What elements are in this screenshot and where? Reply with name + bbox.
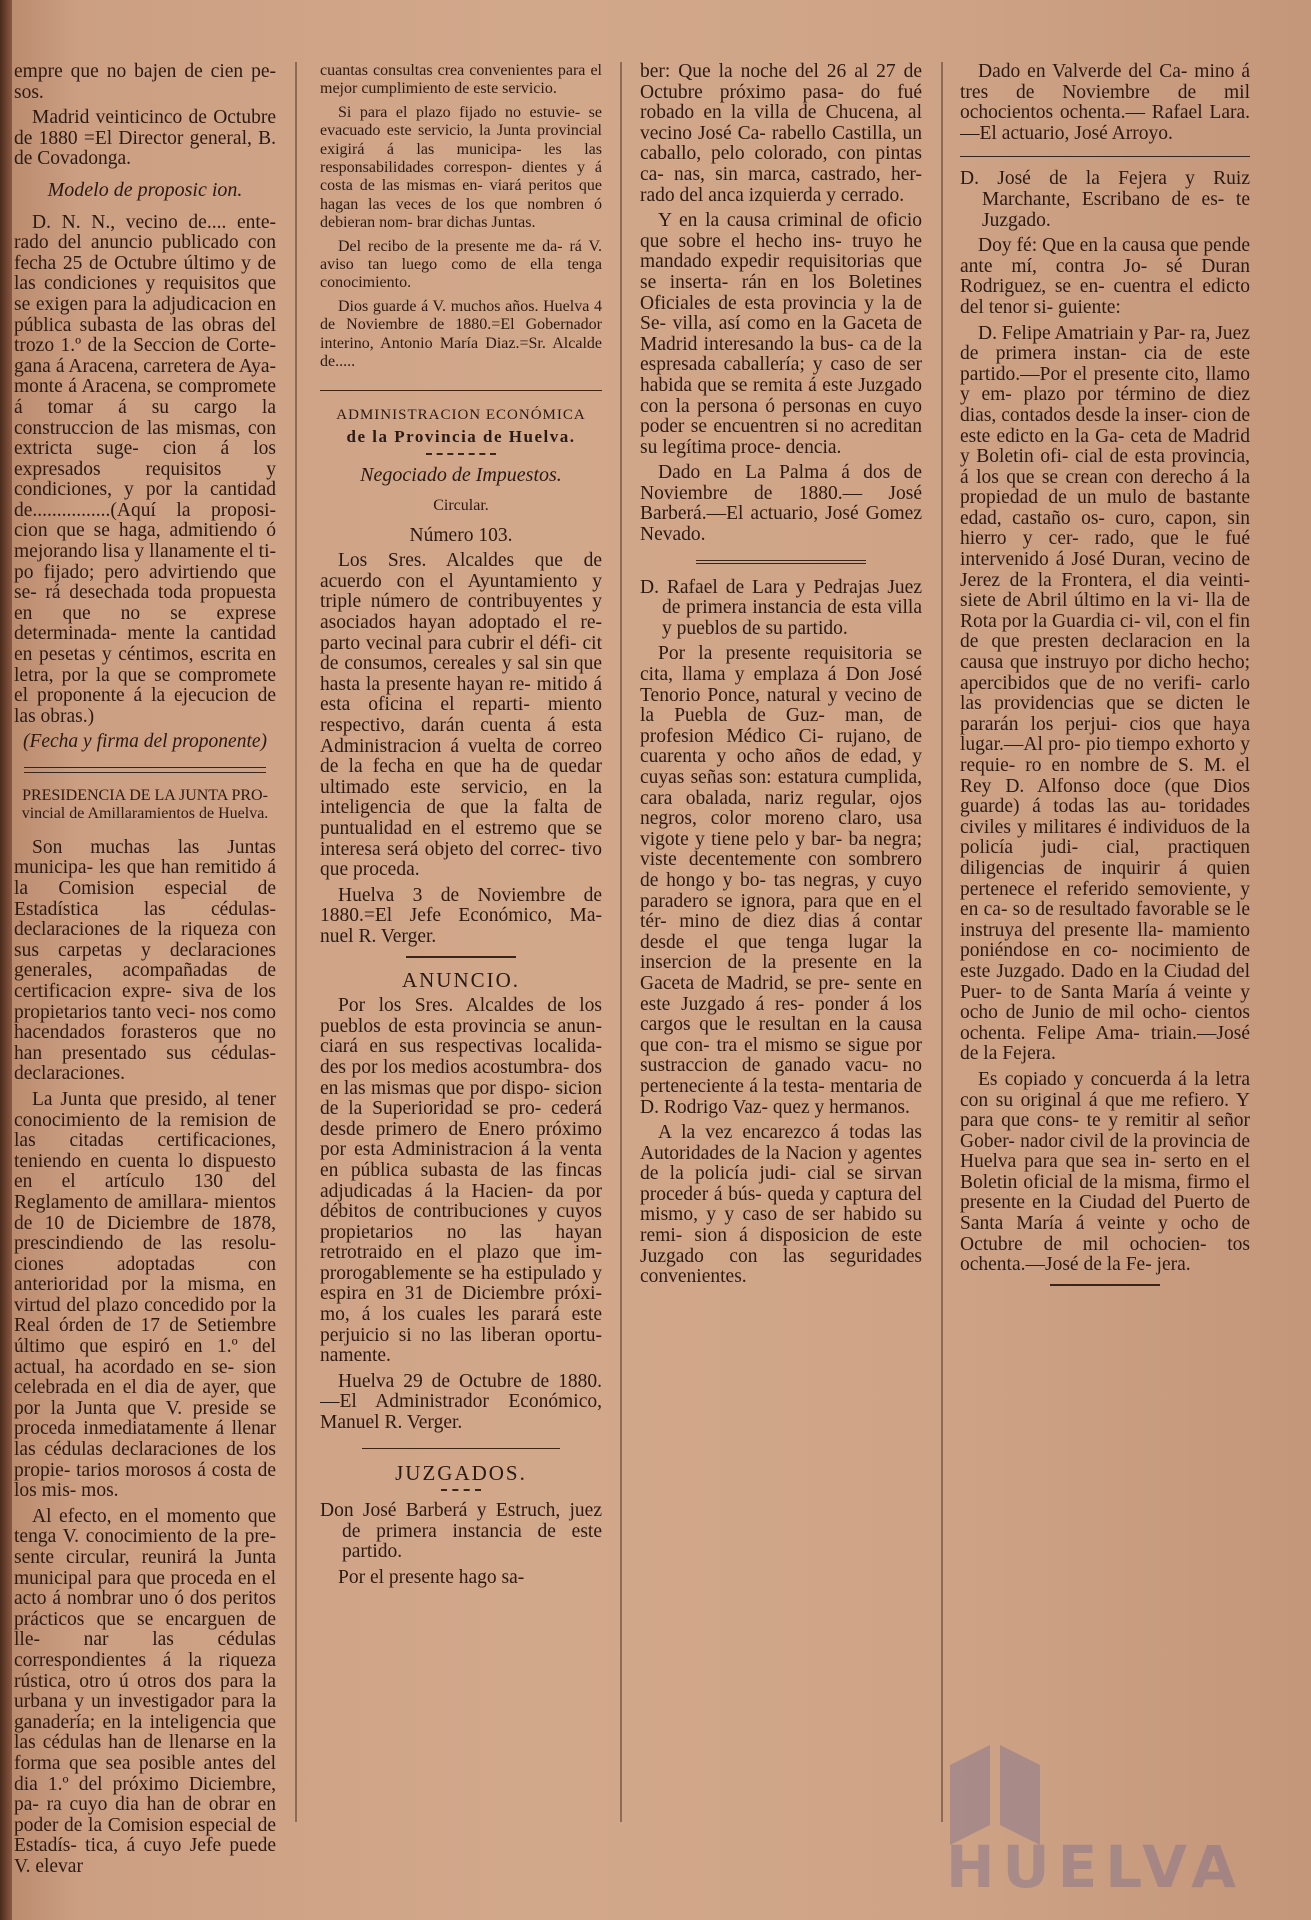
page-binding-edge: [0, 0, 12, 1920]
section-divider: [362, 1448, 559, 1449]
section-title: PRESIDENCIA DE LA JUNTA PRO- vincial de Amillaramientos de Huelva.: [21, 787, 269, 823]
paragraph: Huelva 29 de Octubre de 1880. —El Administrador Económico, Manuel R. Verger.: [320, 1370, 602, 1434]
paragraph: Por la presente requisitoria se cita, llama y emplaza á Don José Tenorio Ponce, natural y vecino de la Puebla de Guz- man, de profesion Médico Ci- rujano, de cuarenta y ocho años de edad, y cuyas señas son: estatura cumplida, cara obalada, nariz regular, ojos negros, color moreno claro, usa vigote y tiene pelo y bar- ba negra; viste decentemente con sombrero de hongo y bo- tas negras, y cuyo paradero se ignora, para que en el tér- mino de diez dias á contar desde el que tenga lugar la insercion de la presente en la Gaceta de Madrid, se pre- sente en este Juzgado á res- ponder á los cargos que le resultan en la causa que con- tra el mismo se sigue por sustraccion de ganado vacu- no perteneciente á la testa- mentaria de D. Rodrigo Vaz- quez y hermanos.: [640, 643, 922, 1118]
proponent-signature-note: (Fecha y firma del proponente): [22, 731, 268, 753]
admin-title: ADMINISTRACION ECONÓMICA: [336, 406, 586, 423]
paragraph: Si para el plazo fijado no estuvie- se evacuado este servicio, la Junta provincial exigirá á las municipa- les las responsabilidades correspon- dientes y á costa de las mismas en- viará peritos que hagan las veces de los que nombren ó debieran nom- brar dichas Juntas.: [320, 103, 602, 232]
paragraph: Dado en Valverde del Ca- mino á tres de Noviembre de mil ochocientos ochenta.— Rafael Lara.—El actuario, José Arroyo.: [960, 62, 1250, 144]
column-2: [320, 62, 602, 1900]
anuncio-title: ANUNCIO.: [401, 967, 521, 992]
paragraph: La Junta que presido, al tener conocimiento de la remision de las citadas certificaciones, teniendo en cuenta lo dispuesto en el artículo 130 del Reglamento de amillara- mientos de 10 de Diciembre de 1878, prescindiendo de las resolu- ciones adoptadas con anterioridad por la misma, en virtud del plazo concedido por la Real órden de 17 de Setiembre último que espiró en 1.º del actual, ha acordado en se- sion celebrada en el dia de ayer, que por la Junta que V. preside se proceda inmediatamente á llenar las cédulas declaraciones de los propie- tarios morosos á costa de los mis- mos.: [14, 1088, 276, 1502]
paragraph: Del recibo de la presente me da- rá V. aviso tan luego como de ella tenga conocimiento.: [320, 237, 602, 292]
paragraph: Dios guarde á V. muchos años. Huelva 4 de Noviembre de 1880.=El Gobernador interino, Antonio María Diaz.=Sr. Alcalde de.....: [320, 297, 602, 371]
paragraph: Doy fé: Que en la causa que pende ante mí, contra Jo- sé Duran Rodriguez, se en- cuentra el edicto del tenor si- guiente:: [960, 235, 1250, 318]
paragraph: empre que no bajen de cien pe- sos.: [14, 62, 276, 103]
column-divider: [941, 62, 943, 1822]
paragraph: Es copiado y concuerda á la letra con su original á que me refiero. Y para que cons- te y remitir al señor Gober- nador civil de la provincia de Huelva para que sea in- serto en el Boletin oficial de la misma, firmo el presente en la Ciudad del Puerto de Santa María á veinte y ocho de Octubre de mil ochocien- tos ochenta.—José de la Fe- jera.: [960, 1068, 1250, 1276]
stamp-text: HUELVA: [945, 1833, 1245, 1901]
circular-number: Número 103.: [409, 524, 513, 546]
admin-subtitle: de la Provincia de Huelva.: [346, 427, 576, 447]
paragraph: ber: Que la noche del 26 al 27 de Octubre próximo pasa- do fué robado en la villa de Chucena, al vecino José Ca- rabello Castilla, un caballo, pelo colorado, con pintas ca- nas, sin marca, castrado, her- rado del anca izquierda y cerrado.: [640, 62, 922, 206]
paragraph: Por el presente hago sa-: [338, 1567, 525, 1588]
paragraph: Al efecto, en el momento que tenga V. conocimiento de la pre- sente circular, reunirá la Junta municipal para que proceda en el acto á nombrar uno ó dos peritos prácticos que se encarguen de lle- nar las cédulas correspondientes á la riqueza rústica, otro ú otros dos para la urbana y un investigador para la ganadería; en la inteligencia que las cédulas han de llenarse en la forma que sea posible antes del dia 1.º del próximo Diciembre, pa- ra cuyo dia han de obrar en poder de la Comision especial de Estadís- tica, á cuyo Jefe puede V. elevar: [14, 1505, 276, 1877]
model-title: Modelo de proposic ion.: [47, 178, 243, 201]
juzgados-title: JUZGADOS.: [395, 1460, 527, 1485]
section-divider: [960, 156, 1250, 157]
paragraph: cuantas consultas crea convenientes para el mejor cumplimiento de este servicio.: [320, 62, 602, 98]
title-ornament: [426, 453, 496, 455]
paragraph: A la vez encarezco á todas las Autoridades de la Nacion y agentes de la policía judi- cial se sirvan proceder á bús- queda y captura del mismo, y y caso de ser habido su remi- sion á disposicion de este Juzgado con las seguridades convenientes.: [640, 1122, 922, 1288]
section-divider: [696, 560, 865, 564]
paragraph: Por los Sres. Alcaldes de los pueblos de esta provincia se anun- ciará en sus respectivas localida- des por los medios acostumbra- dos en las mismas que por dispo- sicion de la Superioridad se pro- cederá desde primero de Enero próximo por esta Administracion á la venta en pública subasta de las fincas adjudicadas á la Hacien- da por débitos de contribuciones y cuyos propietarios no las hayan retrotraido en el plazo que im- prorogablemente se ha estipulado y espira en 31 de Diciembre próxi- mo, á los cuales les parará este perjuicio si no las liberan oportu- namente.: [320, 995, 602, 1367]
column-3: [640, 62, 922, 1900]
paragraph: D. N. N., vecino de.... ente- rado del anuncio publicado con fecha 25 de Octubre último y de las condiciones y requisitos que se exigen para la adjudicacion en pública subasta de las obras del trozo 1.º de la Seccion de Corte- gana á Aracena, carretera de Aya- monte á Aracena, se compromete á tomar á su cargo la construccion de las mismas, con extricta suge- cion á los expresados requisitos y condiciones, y por la cantidad de................(Aquí la proposi- cion que se haga, admitiendo ó mejorando lisa y llanamente el ti- po fijado; pero advirtiendo que se- rá desechada toda propuesta en que no se exprese determinada- mente la cantidad en pesetas y céntimos, escrita en letra, por la que se compromete el proponente á la ejecucion de las obras.): [14, 211, 276, 727]
paragraph: Son muchas las Juntas municipa- les que han remitido á la Comision especial de Estadística las cédulas- declaraciones de la riqueza con sus carpetas y declaraciones generales, acompañadas de certificacion expre- siva de los propietarios tanto veci- nos como hacendados forasteros que no han presentado sus cédulas- declaraciones.: [14, 836, 276, 1085]
column-divider: [620, 62, 622, 1822]
title-ornament: [441, 1489, 481, 1491]
paragraph: Dado en La Palma á dos de Noviembre de 1880.— José Barberá.—El actuario, José Gomez Nevado.: [640, 462, 922, 546]
paragraph: Madrid veinticinco de Octubre de 1880 =El Director general, B. de Covadonga.: [14, 107, 276, 170]
library-watermark-stamp: [930, 1725, 1260, 1915]
column-1: [14, 62, 276, 1900]
paragraph: D. Rafael de Lara y Pedrajas Juez de primera instancia de esta villa y pueblos de su partido.: [640, 576, 922, 639]
column-4: [960, 62, 1250, 1900]
section-divider: [320, 390, 602, 391]
column-divider: [295, 62, 297, 1822]
end-rule: [1050, 1284, 1160, 1286]
circular-label: Circular.: [433, 497, 489, 515]
paragraph: Huelva 3 de Noviembre de 1880.=El Jefe Económico, Ma- nuel R. Verger.: [320, 884, 602, 947]
section-divider: [24, 767, 265, 773]
paragraph: Don José Barberá y Estruch, juez de primera instancia de este partido.: [320, 1500, 602, 1563]
paragraph: Y en la causa criminal de oficio que sobre el hecho ins- truyo he mandado expedir requisitorias que se inserta- rán en los Boletines Oficiales de esta provincia y la de Se- villa, así como en la Gaceta de Madrid interesando la bus- ca de la espresada caballería; y caso de ser habida que se remita á este Juzgado con la persona ó personas en cuyo poder se encuentren si no acreditan su legítima proce- dencia.: [640, 210, 922, 458]
paragraph: D. José de la Fejera y Ruiz Marchante, Escribano de es- te Juzgado.: [960, 168, 1250, 231]
paragraph: D. Felipe Amatriain y Par- ra, Juez de primera instan- cia de este partido.—Por el presente cito, llamo y em- plazo por término de diez dias, contados desde la inser- cion de este edicto en la Ga- ceta de Madrid y Boletin ofi- cial de esta provincia, á los que se crean con derecho á la propiedad de un mulo de bastante edad, castaño os- curo, capon, sin hierro y cer- rado, que le fué intervenido á José Duran, vecino de Jerez de la Frontera, el dia veinti- siete de Abril último en la vi- lla de Rota por la Guardia ci- vil, con el fin de que presten declaracion en la causa que instruyo por dicho hecho; apercibidos que de no verifi- carlo las providencias que se dicten le pararán los perjui- cios que haya lugar.—Al pro- pio tiempo exhorto y requie- ro en nombre de S. M. el Rey D. Alfonso doce (que Dios guarde) á todas las au- toridades civiles y militares é individuos de la policía judi- cial, practiquen diligencias de inquirir á quien pertenece el referido semoviente, y en ca- so de resultado favorable se le instruya del presente lla- mamiento poniéndose en co- nocimiento de este Juzgado. Dado en la Ciudad del Puer- to de Santa María á veinte y ocho de Junio de mil ocho- cientos ochenta. Felipe Ama- triain.—José de la Fejera.: [960, 322, 1250, 1065]
paragraph: Los Sres. Alcaldes que de acuerdo con el Ayuntamiento y triple número de contribuyentes y asociados hayan adoptado el re- parto vecinal para cubrir el défi- cit de consumos, cereales y sal sin que hasta la presente hayan re- mitido á esta oficina el reparti- miento respectivo, darán cuenta á esta Administracion á vuelta de correo de la fecha en que ha de quedar ultimado este servicio, en la inteligencia de que la falta de puntualidad en el estremo que se interesa será objeto del correc- tivo que proceda.: [320, 550, 602, 881]
negociado-title: Negociado de Impuestos.: [360, 463, 562, 486]
section-divider: [406, 956, 516, 958]
